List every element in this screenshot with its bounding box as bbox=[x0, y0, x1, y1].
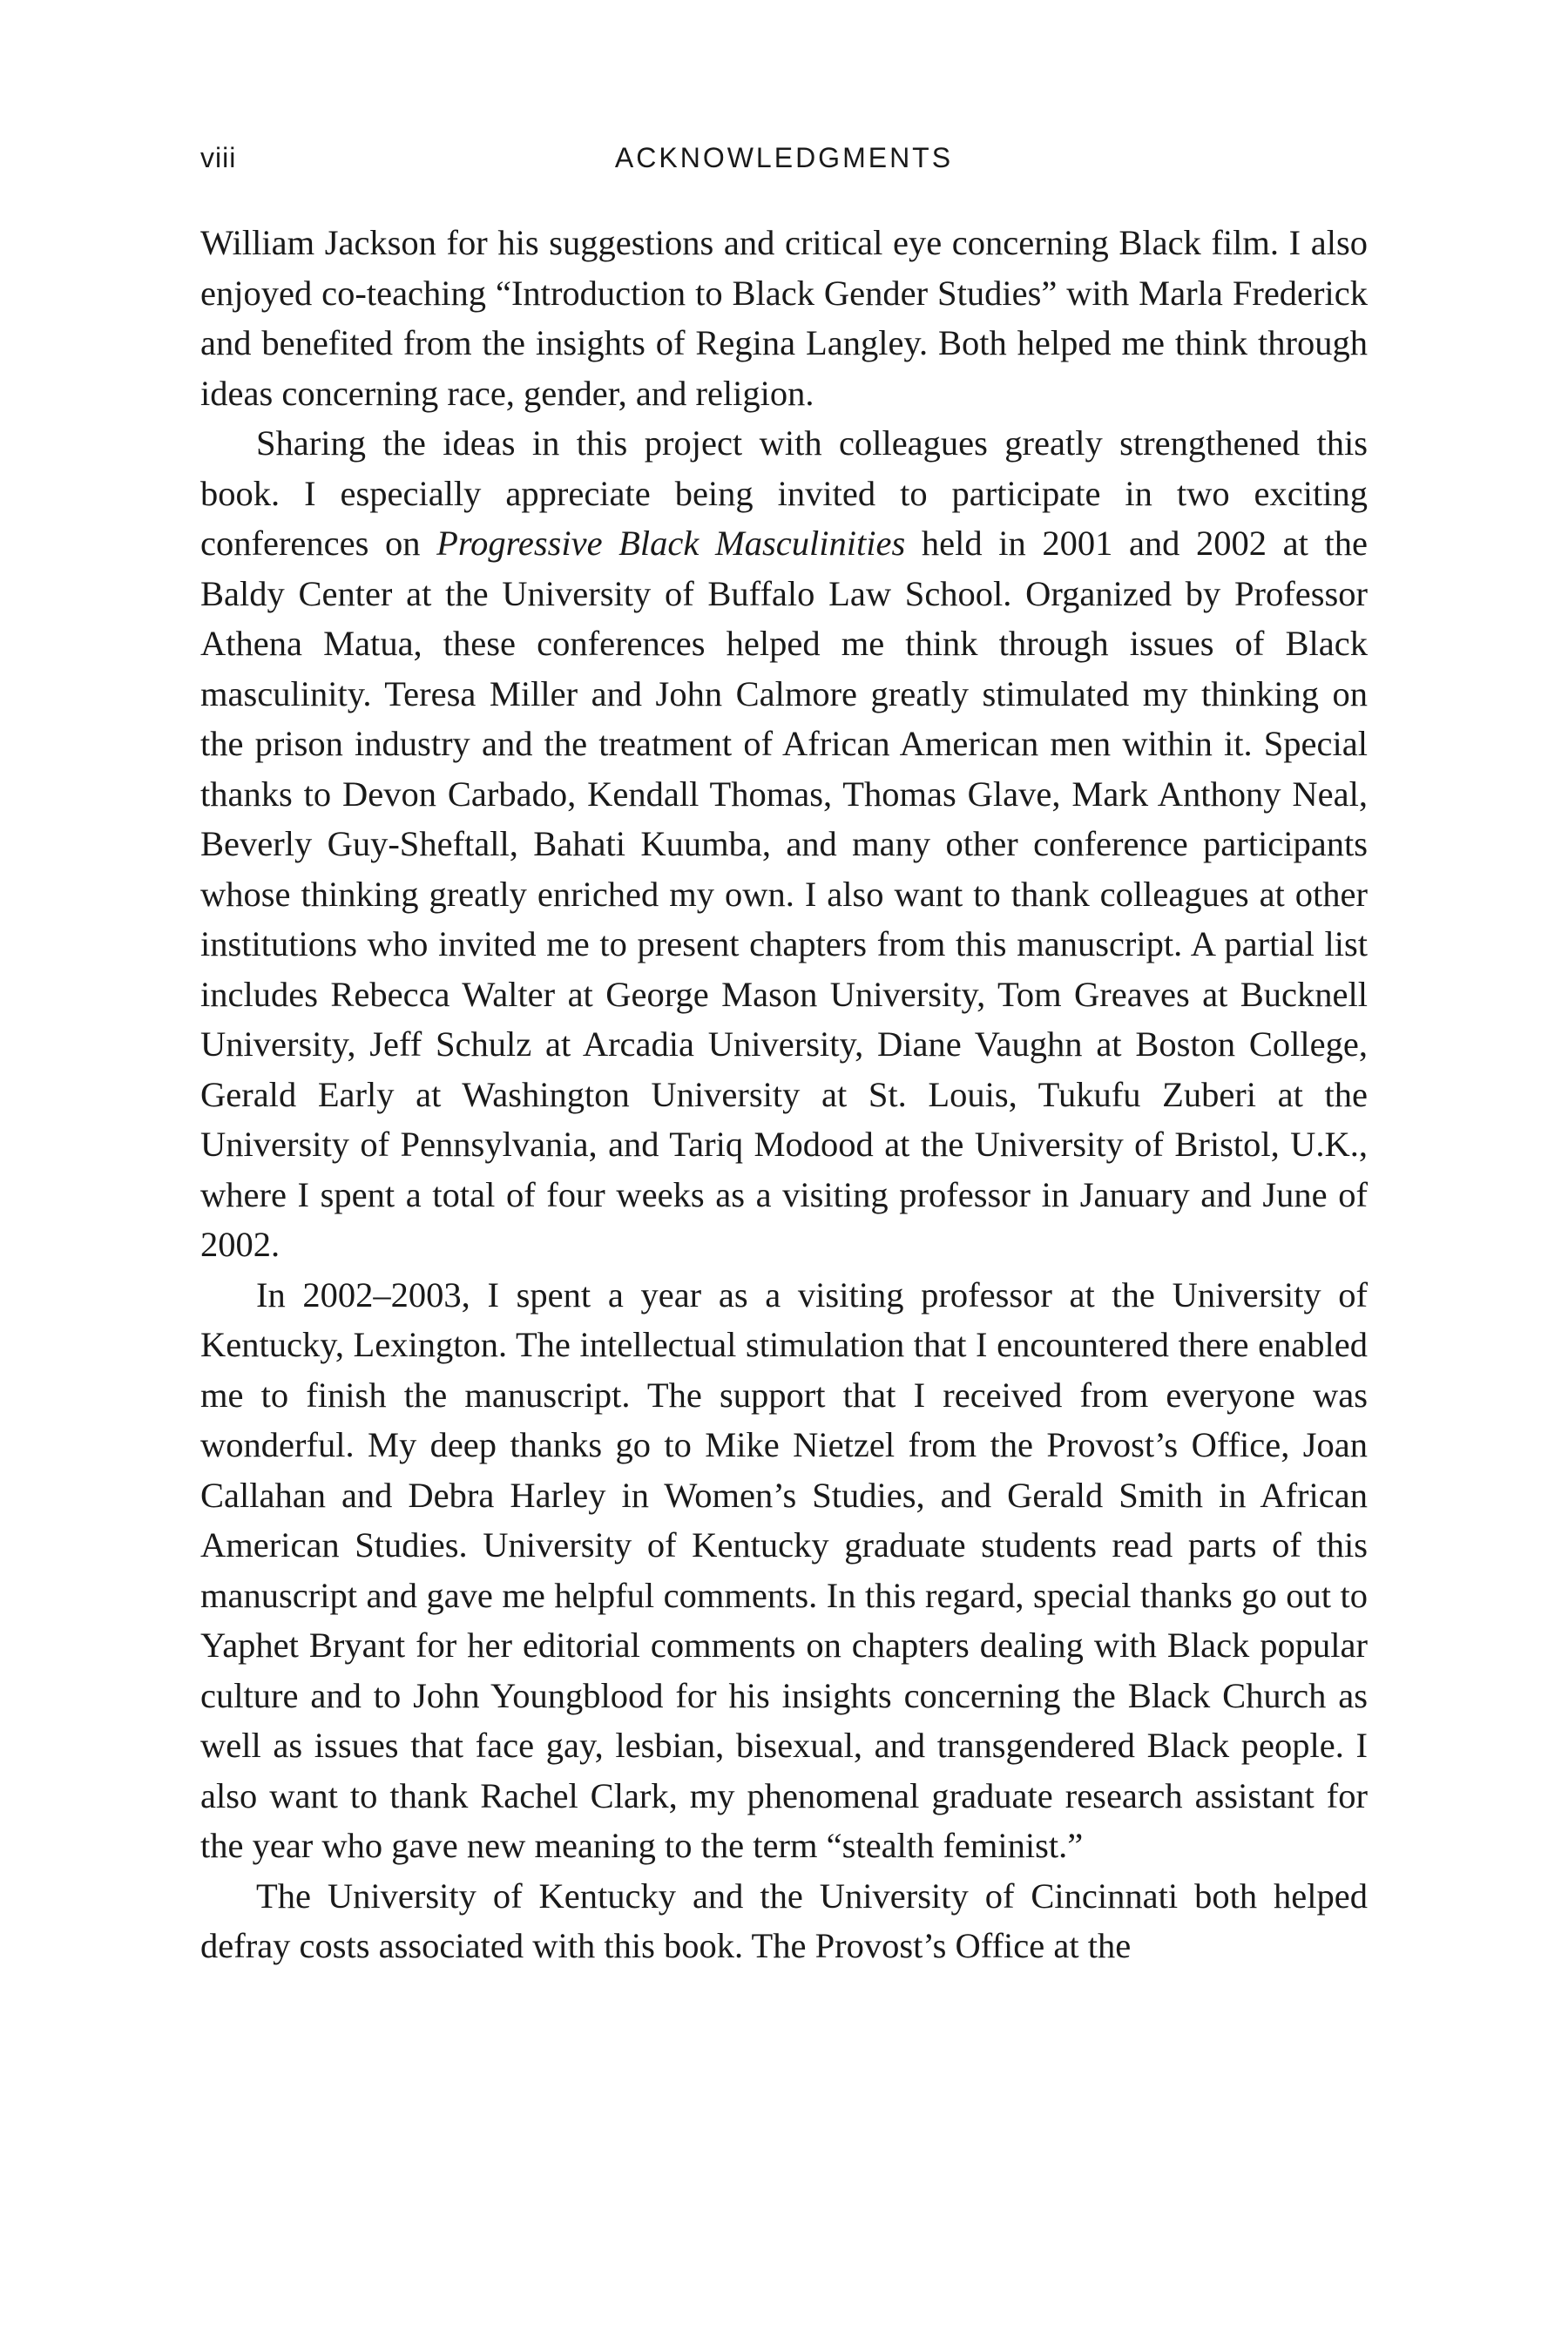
conference-title: Progressive Black Masculinities bbox=[436, 524, 906, 563]
paragraph-4: The University of Kentucky and the University of Cincinnati both helped defray costs associated with this book. The Provost’s Office at the bbox=[200, 1876, 1368, 1965]
paragraph-2 bbox=[200, 418, 1368, 1270]
section-title: ACKNOWLEDGMENTS bbox=[614, 142, 954, 173]
running-head bbox=[200, 142, 1368, 186]
page-number: viii bbox=[200, 142, 237, 173]
paragraph-2-text-before: Sharing the ideas in this project with colleagues greatly strengthened this book. I especially appreciate being invited to participate in two exciting conferences on bbox=[200, 423, 1368, 563]
paragraph-3: In 2002–2003, I spent a year as a visiting professor at the University of Kentucky, Lexington. The intellectual stimulation that I encountered there enabled me to finish the manuscript. The support that I received from everyone was wonderful. My deep thanks go to Mike Nietzel from the Provost’s Office, Joan Callahan and Debra Harley in Women’s Studies, and Gerald Smith in African American Studies. University of Kentucky graduate students read parts of this manuscript and gave me helpful comments. In this regard, special thanks go out to Yaphet Bryant for her editorial comments on chapters dealing with Black popular culture and to John Youngblood for his insights concerning the Black Church as well as issues that face gay, lesbian, bisexual, and transgendered Black people. I also want to thank Rachel Clark, my phenomenal graduate research assistant for the year who gave new meaning to the term “stealth feminist.” bbox=[200, 1274, 1368, 1865]
paragraph-2-text-after: held in 2001 and 2002 at the Baldy Center at the University of Buffalo Law School. Organized by Professor Athena Matua, these conferences helped me think through issues of Black masculinity. Teresa Miller and John Calmore greatly stimulated my thinking on the prison industry and the treatment of African American men within it. Special thanks to Devon Carbado, Kendall Thomas, Thomas Glave, Mark Anthony Neal, Beverly Guy-Sheftall, Bahati Kuumba, and many other conference participants whose thinking greatly enriched my own. I also want to thank colleagues at other institutions who invited me to present chapters from this manuscript. A partial list includes Rebecca Walter at George Mason University, Tom Greaves at Bucknell University, Jeff Schulz at Arcadia University, Diane Vaughn at Boston College, Gerald Early at Washington University at St. Louis, Tukufu Zuberi at the University of Pennsylvania, and Tariq Modood at the University of Bristol, U.K., where I spent a total of four weeks as a visiting professor in January and June of 2002. bbox=[200, 524, 1368, 1264]
paragraph-1: William Jackson for his suggestions and critical eye concerning Black film. I also enjoyed co-teaching “Introduction to Black Gender Studies” with Marla Frederick and benefited from the insights of Regina Langley. Both helped me think through ideas concerning race, gender, and religion. bbox=[200, 223, 1368, 413]
body-text bbox=[200, 218, 1368, 1971]
